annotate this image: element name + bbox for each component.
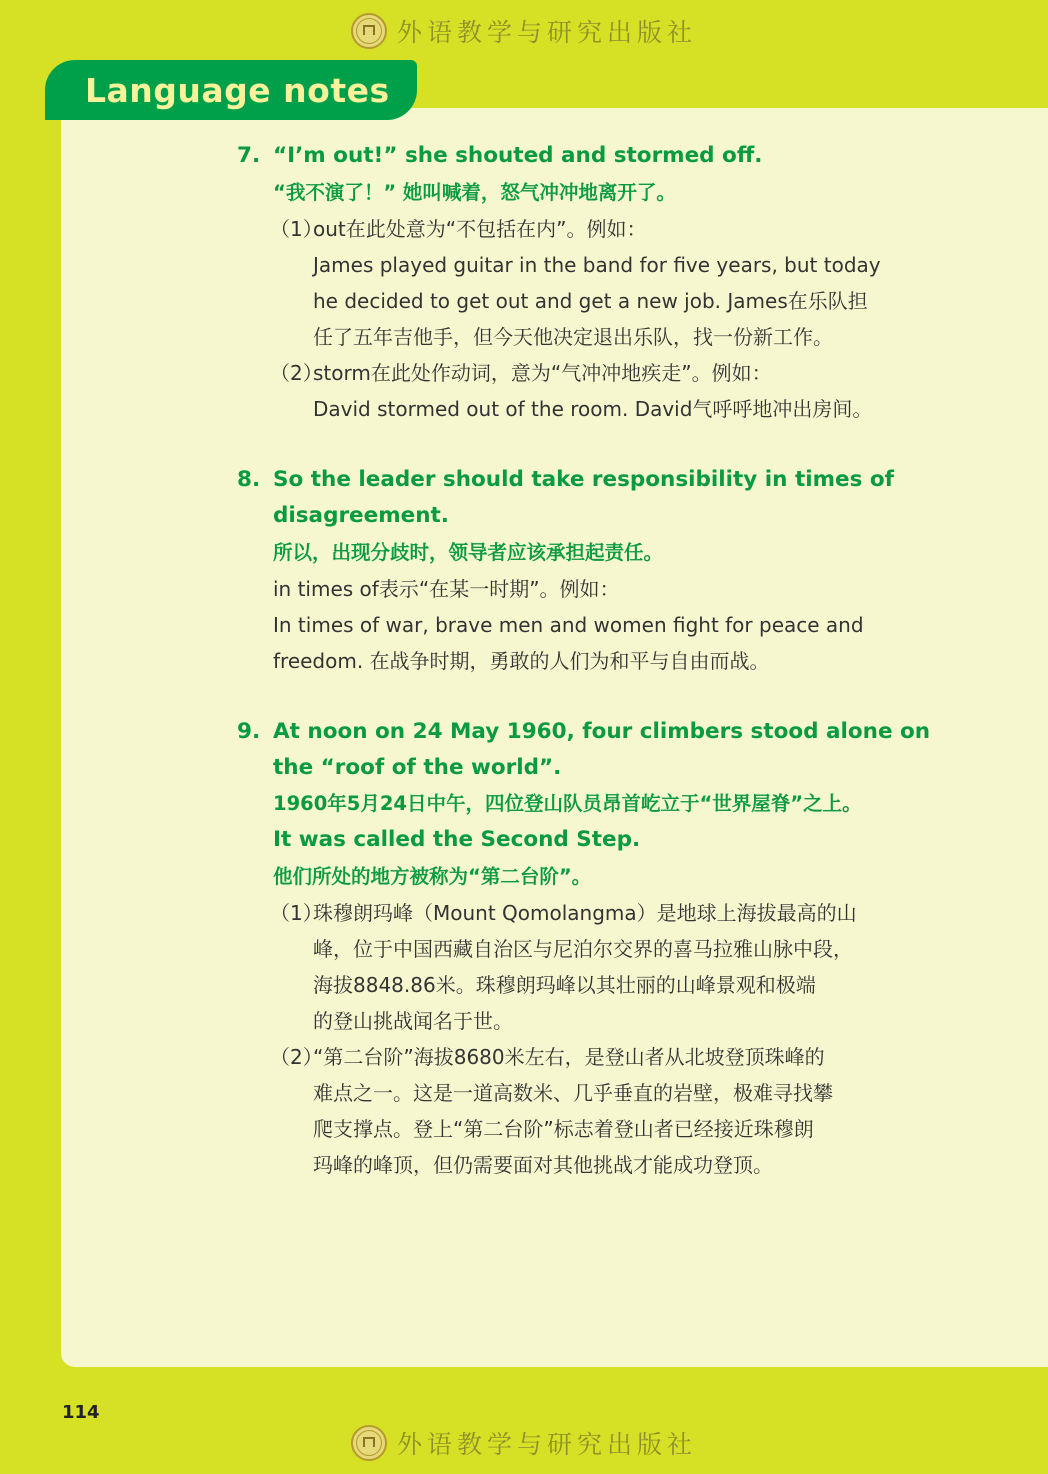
note-body-line: freedom. 在战争时期，勇敢的人们为和平与自由而战。 (273, 649, 770, 673)
note-title: the “roof of the world”. (273, 755, 562, 780)
note-body-line: in times of表示“在某一时期”。例如： (273, 577, 620, 601)
note-title: So the leader should take responsibility in times of (273, 467, 895, 492)
point-line: 的登山挑战闻名于世。 (313, 1009, 513, 1033)
point-line: James played guitar in the band for five years, but today (313, 253, 881, 277)
section-title: Language notes (85, 70, 390, 110)
point-line: 爬支撑点。登上“第二台阶”标志着登山者已经接近珠穆朗 (313, 1117, 814, 1141)
point-line: he decided to get out and get a new job. James在乐队担 (313, 289, 868, 313)
point-line: 珠穆朗玛峰（Mount Qomolangma）是地球上海拔最高的山 (313, 901, 857, 925)
publisher-name: 外语教学与研究出版社 (396, 1430, 697, 1459)
note-title: At noon on 24 May 1960, four climbers stood alone on (273, 719, 931, 744)
note-number: 9. (237, 719, 261, 744)
note-body-line: In times of war, brave men and women fight for peace and (273, 613, 864, 637)
point-line: “第二台阶”海拔8680米左右，是登山者从北坡登顶珠峰的 (313, 1045, 825, 1069)
note-title: It was called the Second Step. (273, 827, 641, 852)
publisher-seal-icon (351, 1425, 387, 1461)
note-title: “I’m out!” she shouted and stormed off. (273, 143, 763, 168)
note-title: disagreement. (273, 503, 449, 528)
point-index: （2） (270, 1045, 323, 1069)
point-line: David stormed out of the room. David气呼呼地冲出房间。 (313, 397, 873, 421)
point-index: （1） (270, 217, 323, 241)
point-line: 任了五年吉他手，但今天他决定退出乐队，找一份新工作。 (313, 325, 833, 349)
point-index: （1） (270, 901, 323, 925)
page-number: 114 (62, 1402, 100, 1423)
publisher-footer (0, 1421, 1048, 1465)
note-translation: 所以，出现分歧时，领导者应该承担起责任。 (273, 541, 664, 564)
point-line: 玛峰的峰顶，但仍需要面对其他挑战才能成功登顶。 (313, 1153, 773, 1177)
note-translation: “我不演了！” 她叫喊着，怒气冲冲地离开了。 (273, 181, 676, 204)
point-line: 难点之一。这是一道高数米、几乎垂直的岩壁，极难寻找攀 (313, 1081, 833, 1105)
point-line: storm在此处作动词，意为“气冲冲地疾走”。例如： (313, 361, 772, 385)
note-translation: 1960年5月24日中午，四位登山队员昂首屹立于“世界屋脊”之上。 (273, 792, 862, 815)
publisher-name: 外语教学与研究出版社 (396, 18, 697, 47)
point-line: 峰，位于中国西藏自治区与尼泊尔交界的喜马拉雅山脉中段， (313, 937, 853, 961)
section-tab (45, 60, 417, 120)
publisher-header (0, 9, 1048, 53)
note-translation: 他们所处的地方被称为“第二台阶”。 (273, 865, 592, 888)
publisher-seal-icon (351, 13, 387, 49)
note-number: 7. (237, 143, 261, 168)
point-index: （2） (270, 361, 323, 385)
point-line: out在此处意为“不包括在内”。例如： (313, 217, 647, 241)
note-number: 8. (237, 467, 261, 492)
point-line: 海拔8848.86米。珠穆朗玛峰以其壮丽的山峰景观和极端 (313, 973, 816, 997)
